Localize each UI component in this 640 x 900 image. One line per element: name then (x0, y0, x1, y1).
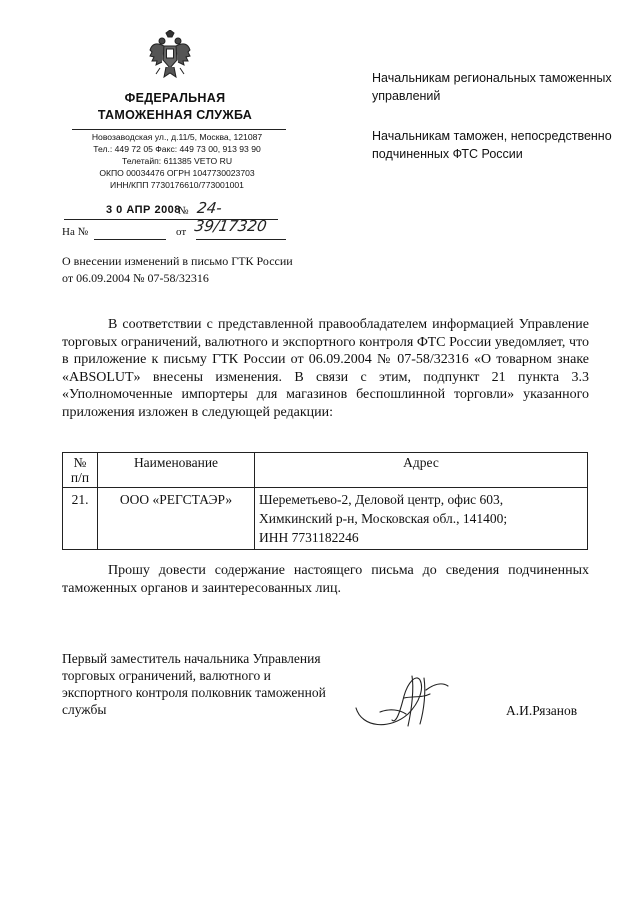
row-address (255, 488, 588, 550)
registration-number-label: № (178, 205, 189, 217)
registration-underline (64, 219, 278, 220)
recipient-customs-offices: Начальникам таможен, непосредственно подчиненных ФТС России (372, 129, 612, 161)
address-line: Новозаводская ул., д.11/5, Москва, 121087 (91, 132, 263, 142)
org-line-1: ФЕДЕРАЛЬНАЯ (124, 91, 226, 105)
double-headed-eagle-emblem-icon (148, 30, 192, 82)
importers-table (62, 452, 588, 550)
table-row (63, 488, 588, 550)
column-header-address: Адрес (255, 453, 588, 488)
body-paragraph (62, 316, 589, 421)
org-address-block (62, 131, 292, 191)
handwritten-signature (350, 668, 460, 738)
table-header-row (63, 453, 588, 488)
phone-line: Тел.: 449 72 05 Факс: 449 73 00, 913 93 90 (93, 144, 261, 154)
registration-number: 24-39/17320 (193, 199, 268, 235)
column-header-number: № п/п (63, 453, 98, 488)
address-line-1: Шереметьево-2, Деловой центр, офис 603, (259, 492, 504, 507)
signer-name: А.И.Рязанов (506, 703, 578, 718)
column-header-name: Наименование (98, 453, 255, 488)
request-paragraph (62, 562, 589, 598)
teletype-line: Телетайп: 611385 VETO RU (121, 156, 233, 166)
address-divider (72, 129, 286, 130)
reference-line (62, 226, 292, 244)
organization-name (70, 90, 280, 124)
letter-subject: О внесении изменений в письмо ГТК России от 06.09.2004 № 07-58/32316 (62, 254, 293, 285)
reference-date-label: от (176, 226, 187, 238)
row-name: ООО «РЕГСТАЭР» (98, 488, 255, 550)
address-line-3: ИНН 7731182246 (259, 530, 359, 545)
org-line-2: ТАМОЖЕННАЯ СЛУЖБА (97, 108, 253, 122)
okpo-ogrn-line: ОКПО 00034476 ОГРН 1047730023703 (99, 168, 255, 178)
reference-date-blank (196, 239, 286, 240)
reference-number-label: На № (62, 226, 89, 238)
body-paragraph-text: В соответствии с представленной правообладателем информацией Управление торговых ограничений, валютного и экспортного контроля ФТС России уведомляет, что в приложение к письму ГТК России от 06.09.2004 № 07-58/32316 «О товарном знаке «ABSOLUT» внесены изменения. В связи с этим, подпункт 21 пункта 3.3 «Уполномоченные импортеры для магазинов беспошлинной торговли» указанного приложения изложен в следующей редакции: (62, 317, 589, 420)
row-number: 21. (63, 488, 98, 550)
registration-date-stamp: 3 0 АПР 2008 (106, 204, 181, 216)
reference-number-blank (94, 239, 166, 240)
address-line-2: Химкинский р-н, Московская обл., 141400; (259, 511, 508, 526)
request-paragraph-text: Прошу довести содержание настоящего письма до сведения подчиненных таможенных органов и заинтересованных лиц. (62, 563, 589, 596)
inn-kpp-line: ИНН/КПП 7730176610/773001001 (110, 180, 244, 190)
recipient-regional-departments: Начальникам региональных таможенных управлений (372, 71, 612, 103)
signer-position: Первый заместитель начальника Управления торговых ограничений, валютного и экспортного контроля полковник таможенной службы (62, 651, 326, 717)
